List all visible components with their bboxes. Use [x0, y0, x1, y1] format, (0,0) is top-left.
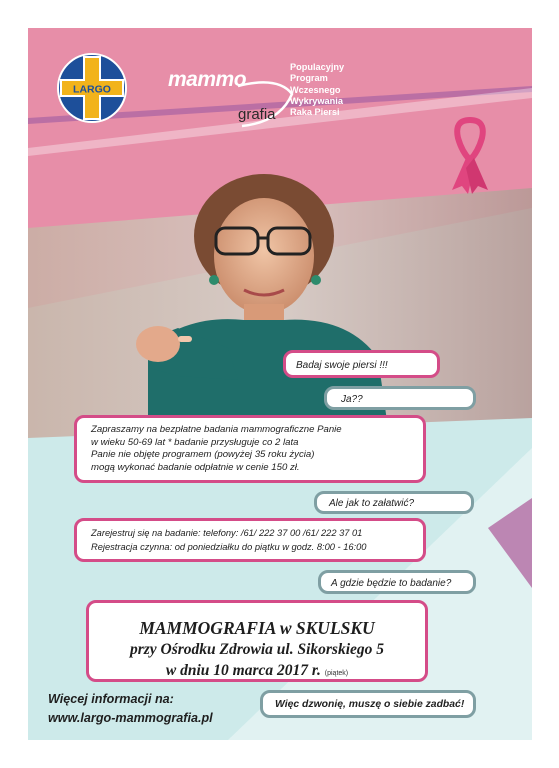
event-info-box — [86, 600, 428, 682]
speech-bubble-registration — [74, 518, 426, 562]
event-date: w dniu 10 marca 2017 r. — [165, 662, 321, 679]
mammografia-logo — [168, 64, 298, 134]
speech-bubble-call — [260, 690, 476, 718]
program-line: Wykrywania — [290, 95, 343, 106]
largo-horizontal-text: LARGO — [73, 83, 111, 96]
invitation-line: Panie nie objęte programem (powyżej 35 roku życia) — [91, 449, 315, 460]
bubble-text: Więc dzwonię, muszę o siebie zadbać! — [275, 699, 465, 710]
speech-bubble-badaj — [283, 350, 440, 378]
registration-phones: Zarejestruj się na badanie: telefony: /61/ 222 37 00 /61/ 222 37 01 — [91, 528, 363, 538]
program-title — [290, 62, 380, 118]
more-info-block — [48, 690, 213, 728]
grafia-word: grafia — [238, 106, 276, 123]
speech-bubble-invitation — [74, 415, 426, 483]
event-weekday: (piątek) — [324, 670, 349, 677]
bubble-text: Badaj swoje piersi !!! — [296, 360, 388, 371]
bubble-text: Ale jak to załatwić? — [329, 498, 415, 509]
bubble-text: A gdzie będzie to badanie? — [331, 578, 452, 589]
invitation-line: w wieku 50-69 lat * badanie przysługuje co 2 lata — [91, 436, 299, 448]
event-date-line — [89, 660, 425, 684]
pink-ribbon-icon — [448, 116, 492, 196]
invitation-line: Zapraszamy na bezpłatne badania mammograficzne Panie — [91, 424, 342, 435]
mammo-word: mammo — [168, 68, 247, 91]
website-link[interactable]: www.largo-mammografia.pl — [48, 711, 213, 725]
event-title: MAMMOGRAFIA w SKULSKU — [139, 618, 375, 638]
speech-bubble-ja — [324, 386, 476, 410]
more-info-label: Więcej informacji na: — [48, 692, 174, 706]
program-line: Program — [290, 73, 328, 84]
event-address: przy Ośrodku Zdrowia ul. Sikorskiego 5 — [129, 641, 385, 658]
speech-bubble-question-how — [314, 491, 474, 514]
speech-bubble-question-where — [318, 570, 476, 594]
program-line: Raka Piersi — [290, 107, 340, 118]
program-line: Populacyjny — [290, 62, 345, 72]
program-line: Wczesnego — [290, 84, 341, 95]
largo-logo — [56, 52, 128, 124]
invitation-line: mogą wykonać badanie odpłatnie w cenie 150 zł. — [91, 461, 300, 473]
poster — [28, 28, 532, 740]
bubble-text: Ja?? — [341, 394, 363, 405]
registration-hours: Rejestracja czynna: od poniedziałku do piątku w godz. 8:00 - 16:00 — [91, 542, 367, 552]
